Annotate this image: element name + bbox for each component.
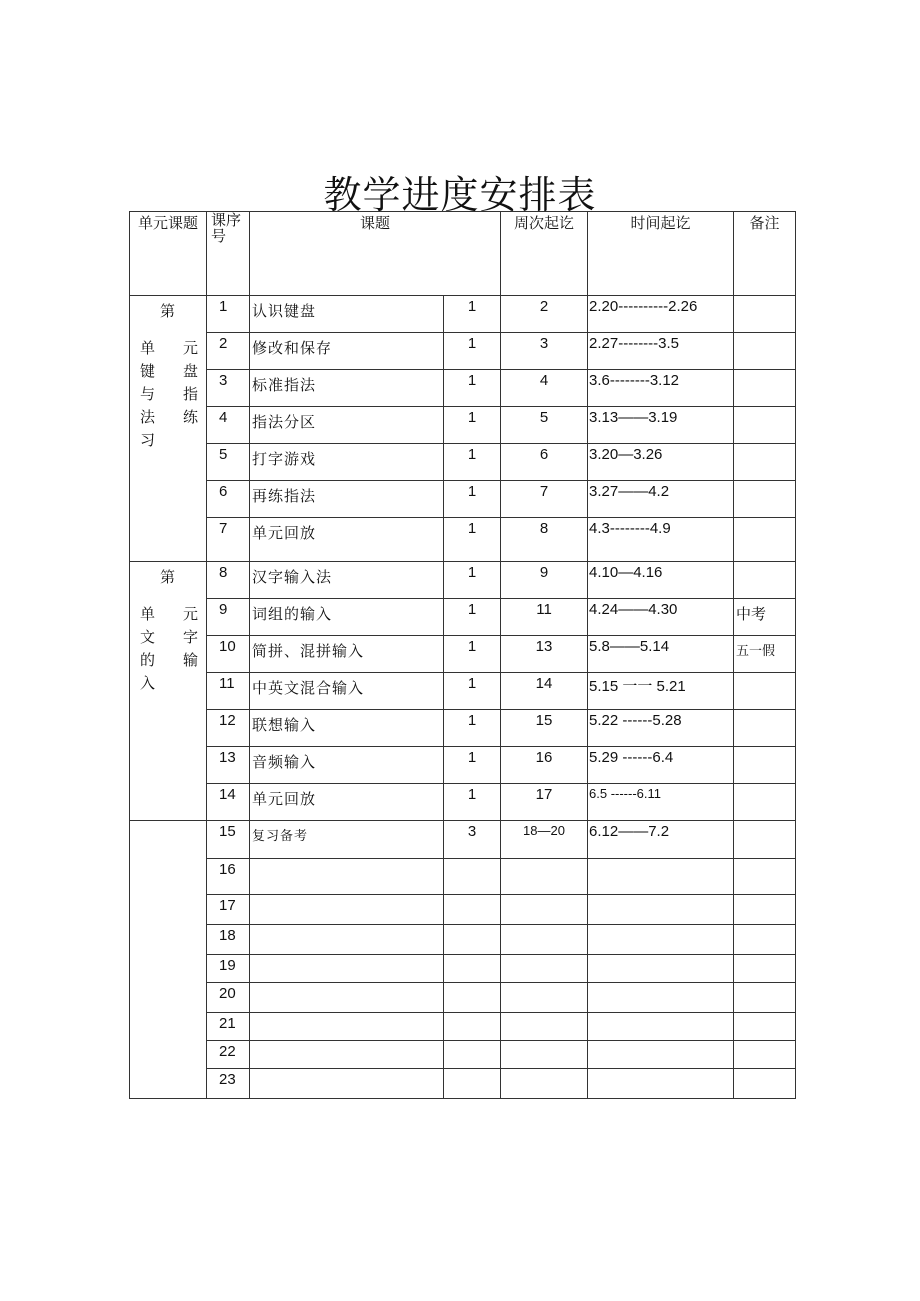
lesson-number: 8 (207, 562, 250, 599)
lesson-week: 6 (501, 444, 588, 481)
lesson-hours: 1 (444, 444, 501, 481)
lesson-number: 16 (207, 859, 250, 895)
unit-char: 法 (140, 408, 156, 426)
lesson-topic (250, 1013, 444, 1041)
unit-char: 第 (160, 302, 176, 320)
lesson-number: 12 (207, 710, 250, 747)
lesson-week: 3 (501, 333, 588, 370)
lesson-hours (444, 955, 501, 983)
lesson-time: 3.6--------3.12 (588, 370, 734, 407)
lesson-time: 4.10—4.16 (588, 562, 734, 599)
lesson-note (734, 747, 796, 784)
lesson-time (588, 895, 734, 925)
table-row (130, 407, 796, 444)
lesson-week: 11 (501, 599, 588, 636)
lesson-number: 3 (207, 370, 250, 407)
table-row (130, 518, 796, 562)
lesson-week: 17 (501, 784, 588, 821)
lesson-hours (444, 859, 501, 895)
lesson-hours: 1 (444, 784, 501, 821)
lesson-note (734, 444, 796, 481)
lesson-time: 4.24——4.30 (588, 599, 734, 636)
lesson-time (588, 1041, 734, 1069)
lesson-hours: 1 (444, 333, 501, 370)
lesson-note (734, 925, 796, 955)
table-row (130, 481, 796, 518)
header-seq: 课序号 (207, 212, 250, 296)
lesson-hours: 1 (444, 636, 501, 673)
lesson-topic (250, 1069, 444, 1099)
lesson-note (734, 673, 796, 710)
lesson-note (734, 895, 796, 925)
lesson-hours: 1 (444, 673, 501, 710)
lesson-note (734, 296, 796, 333)
table-row (130, 955, 796, 983)
lesson-topic: 标准指法 (250, 370, 444, 407)
lesson-note (734, 333, 796, 370)
lesson-note (734, 1013, 796, 1041)
lesson-number: 7 (207, 518, 250, 562)
header-topic: 课题 (250, 212, 501, 296)
lesson-number: 17 (207, 895, 250, 925)
lesson-time: 6.5 ------6.11 (588, 784, 734, 821)
lesson-note (734, 370, 796, 407)
lesson-note (734, 518, 796, 562)
unit-char: 单 (140, 605, 156, 623)
table-row (130, 925, 796, 955)
lesson-number: 23 (207, 1069, 250, 1099)
lesson-number: 15 (207, 821, 250, 859)
lesson-note (734, 784, 796, 821)
table-row (130, 636, 796, 673)
table-row (130, 859, 796, 895)
lesson-time: 4.3--------4.9 (588, 518, 734, 562)
unit-char: 单 (140, 339, 156, 357)
lesson-time: 5.8——5.14 (588, 636, 734, 673)
lesson-hours: 1 (444, 407, 501, 444)
lesson-topic (250, 983, 444, 1013)
lesson-week (501, 983, 588, 1013)
lesson-time: 3.27——4.2 (588, 481, 734, 518)
lesson-note (734, 1041, 796, 1069)
lesson-week (501, 895, 588, 925)
unit-char: 输 (182, 651, 198, 669)
lesson-topic: 再练指法 (250, 481, 444, 518)
lesson-topic: 联想输入 (250, 710, 444, 747)
lesson-number: 6 (207, 481, 250, 518)
lesson-topic: 中英文混合输入 (250, 673, 444, 710)
lesson-note (734, 407, 796, 444)
lesson-topic: 汉字输入法 (250, 562, 444, 599)
lesson-time (588, 925, 734, 955)
lesson-week (501, 859, 588, 895)
lesson-hours: 1 (444, 370, 501, 407)
unit-label-1 (130, 296, 207, 562)
lesson-time: 3.20—3.26 (588, 444, 734, 481)
unit-char: 入 (140, 674, 156, 692)
lesson-note (734, 955, 796, 983)
lesson-topic (250, 1041, 444, 1069)
lesson-hours (444, 1013, 501, 1041)
lesson-time: 5.22 ------5.28 (588, 710, 734, 747)
unit-char: 练 (182, 408, 198, 426)
table-row (130, 710, 796, 747)
lesson-note (734, 1069, 796, 1099)
lesson-number: 14 (207, 784, 250, 821)
lesson-topic: 单元回放 (250, 518, 444, 562)
table-row (130, 1013, 796, 1041)
lesson-number: 4 (207, 407, 250, 444)
lesson-number: 2 (207, 333, 250, 370)
table-row (130, 599, 796, 636)
lesson-hours: 1 (444, 599, 501, 636)
lesson-time: 3.13——3.19 (588, 407, 734, 444)
lesson-hours (444, 1069, 501, 1099)
lesson-time: 2.27--------3.5 (588, 333, 734, 370)
lesson-hours: 1 (444, 562, 501, 599)
unit-char: 键 (140, 362, 156, 380)
lesson-note: 中考 (734, 599, 796, 636)
lesson-week: 5 (501, 407, 588, 444)
lesson-week (501, 1041, 588, 1069)
lesson-topic (250, 955, 444, 983)
lesson-week: 2 (501, 296, 588, 333)
lesson-week (501, 955, 588, 983)
lesson-hours (444, 983, 501, 1013)
unit-char: 元 (182, 605, 198, 623)
lesson-number: 21 (207, 1013, 250, 1041)
unit-char: 与 (140, 385, 156, 403)
header-time-range: 时间起讫 (588, 212, 734, 296)
table-row (130, 1041, 796, 1069)
lesson-topic: 词组的输入 (250, 599, 444, 636)
header-note: 备注 (734, 212, 796, 296)
lesson-time: 5.29 ------6.4 (588, 747, 734, 784)
lesson-number: 11 (207, 673, 250, 710)
lesson-topic: 复习备考 (250, 821, 444, 859)
unit-label-empty (130, 821, 207, 1099)
lesson-note (734, 481, 796, 518)
lesson-hours: 1 (444, 710, 501, 747)
lesson-note (734, 859, 796, 895)
table-row (130, 895, 796, 925)
lesson-week: 9 (501, 562, 588, 599)
table-row (130, 296, 796, 333)
table-row (130, 983, 796, 1013)
lesson-hours: 1 (444, 747, 501, 784)
lesson-time (588, 955, 734, 983)
unit-char: 文 (140, 628, 156, 646)
lesson-time (588, 983, 734, 1013)
lesson-topic: 单元回放 (250, 784, 444, 821)
header-unit: 单元课题 (130, 212, 207, 296)
lesson-week: 15 (501, 710, 588, 747)
table-row (130, 747, 796, 784)
header-week-range: 周次起讫 (501, 212, 588, 296)
lesson-number: 9 (207, 599, 250, 636)
lesson-topic: 音频输入 (250, 747, 444, 784)
lesson-hours (444, 925, 501, 955)
unit-char: 的 (140, 651, 156, 669)
lesson-hours: 3 (444, 821, 501, 859)
unit-char: 指 (182, 385, 198, 403)
lesson-note (734, 562, 796, 599)
lesson-number: 20 (207, 983, 250, 1013)
lesson-topic: 简拼、混拼输入 (250, 636, 444, 673)
unit-label-2 (130, 562, 207, 821)
lesson-time: 6.12——7.2 (588, 821, 734, 859)
lesson-note (734, 983, 796, 1013)
lesson-number: 22 (207, 1041, 250, 1069)
header-row (130, 212, 796, 296)
lesson-week (501, 1069, 588, 1099)
lesson-number: 18 (207, 925, 250, 955)
schedule-table (129, 211, 796, 1099)
lesson-topic (250, 925, 444, 955)
lesson-hours: 1 (444, 481, 501, 518)
lesson-topic: 认识键盘 (250, 296, 444, 333)
lesson-time: 5.15 一一 5.21 (588, 673, 734, 710)
lesson-topic: 打字游戏 (250, 444, 444, 481)
lesson-time (588, 1069, 734, 1099)
lesson-hours (444, 895, 501, 925)
table-row (130, 444, 796, 481)
lesson-week: 14 (501, 673, 588, 710)
lesson-topic (250, 895, 444, 925)
unit-char: 字 (182, 628, 198, 646)
unit-char: 第 (160, 568, 176, 586)
table-row (130, 370, 796, 407)
unit-char: 元 (182, 339, 198, 357)
lesson-week: 8 (501, 518, 588, 562)
lesson-week: 4 (501, 370, 588, 407)
lesson-number: 10 (207, 636, 250, 673)
lesson-time (588, 859, 734, 895)
table-row (130, 673, 796, 710)
lesson-hours (444, 1041, 501, 1069)
lesson-note (734, 710, 796, 747)
lesson-week (501, 925, 588, 955)
lesson-topic: 修改和保存 (250, 333, 444, 370)
lesson-number: 5 (207, 444, 250, 481)
table-row (130, 562, 796, 599)
table-row (130, 784, 796, 821)
page-title: 教学进度安排表 (323, 173, 597, 217)
lesson-hours: 1 (444, 296, 501, 333)
lesson-note: 五一假 (734, 636, 796, 673)
lesson-time (588, 1013, 734, 1041)
table-row (130, 333, 796, 370)
lesson-week: 16 (501, 747, 588, 784)
lesson-topic (250, 859, 444, 895)
lesson-number: 13 (207, 747, 250, 784)
lesson-time: 2.20----------2.26 (588, 296, 734, 333)
lesson-week: 7 (501, 481, 588, 518)
lesson-week (501, 1013, 588, 1041)
lesson-topic: 指法分区 (250, 407, 444, 444)
lesson-note (734, 821, 796, 859)
lesson-week: 13 (501, 636, 588, 673)
lesson-number: 19 (207, 955, 250, 983)
lesson-number: 1 (207, 296, 250, 333)
unit-char: 盘 (182, 362, 198, 380)
unit-char: 习 (140, 431, 156, 449)
table-row (130, 1069, 796, 1099)
lesson-week: 18—20 (501, 821, 588, 859)
table-row (130, 821, 796, 859)
lesson-hours: 1 (444, 518, 501, 562)
